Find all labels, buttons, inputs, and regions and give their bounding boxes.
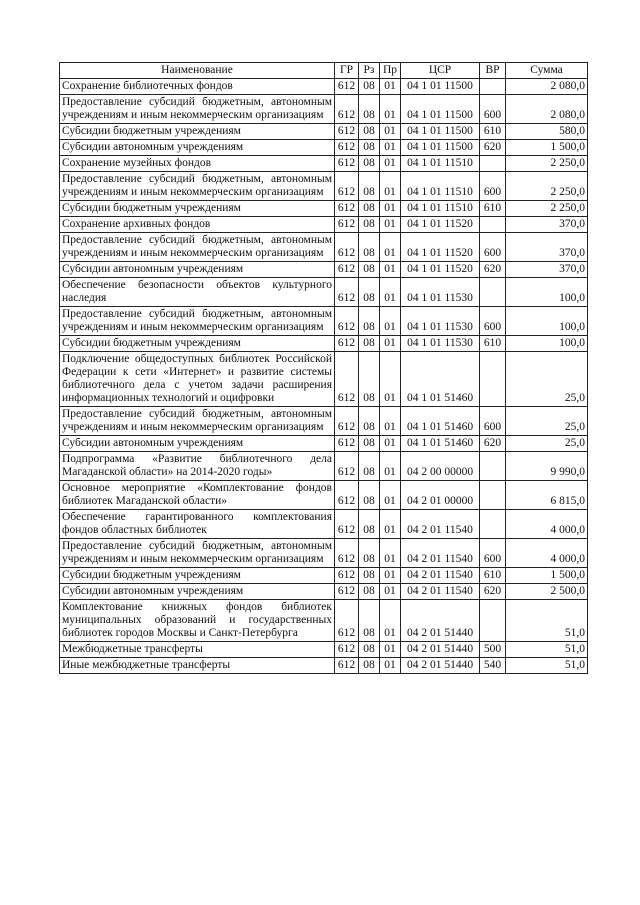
cell-csr: 04 1 01 51460 bbox=[401, 436, 480, 452]
cell-sum: 1 500,0 bbox=[506, 140, 588, 156]
cell-name: Подключение общедоступных библиотек Российской Федерации к сети «Интернет» и развитие системы библиотечного дела с учетом задачи расширения информационных технологий и оцифровки bbox=[60, 352, 335, 407]
table-row bbox=[60, 539, 588, 568]
cell-gr: 612 bbox=[335, 156, 359, 172]
cell-name: Субсидии бюджетным учреждениям bbox=[60, 336, 335, 352]
cell-csr: 04 1 01 11500 bbox=[401, 79, 480, 95]
cell-csr: 04 2 01 51440 bbox=[401, 658, 480, 674]
cell-pr: 01 bbox=[380, 140, 401, 156]
cell-name: Обеспечение безопасности объектов культурного наследия bbox=[60, 278, 335, 307]
cell-gr: 612 bbox=[335, 600, 359, 642]
cell-sum: 25,0 bbox=[506, 352, 588, 407]
cell-pr: 01 bbox=[380, 156, 401, 172]
cell-csr: 04 2 01 00000 bbox=[401, 481, 480, 510]
cell-rz: 08 bbox=[359, 658, 380, 674]
cell-pr: 01 bbox=[380, 307, 401, 336]
cell-pr: 01 bbox=[380, 95, 401, 124]
table-header-row bbox=[60, 63, 588, 79]
cell-rz: 08 bbox=[359, 201, 380, 217]
cell-vr bbox=[480, 352, 506, 407]
table-row bbox=[60, 124, 588, 140]
cell-gr: 612 bbox=[335, 217, 359, 233]
cell-sum: 25,0 bbox=[506, 436, 588, 452]
cell-name: Субсидии бюджетным учреждениям bbox=[60, 201, 335, 217]
cell-gr: 612 bbox=[335, 336, 359, 352]
cell-vr: 600 bbox=[480, 307, 506, 336]
cell-vr bbox=[480, 481, 506, 510]
table-row bbox=[60, 642, 588, 658]
cell-sum: 2 250,0 bbox=[506, 172, 588, 201]
cell-name: Предоставление субсидий бюджетным, автономным учреждениям и иным некоммерческим организациям bbox=[60, 233, 335, 262]
cell-gr: 612 bbox=[335, 510, 359, 539]
cell-pr: 01 bbox=[380, 658, 401, 674]
cell-rz: 08 bbox=[359, 95, 380, 124]
cell-vr bbox=[480, 156, 506, 172]
table-row bbox=[60, 568, 588, 584]
cell-csr: 04 2 01 11540 bbox=[401, 584, 480, 600]
cell-gr: 612 bbox=[335, 352, 359, 407]
cell-gr: 612 bbox=[335, 481, 359, 510]
cell-gr: 612 bbox=[335, 407, 359, 436]
cell-rz: 08 bbox=[359, 278, 380, 307]
cell-name: Обеспечение гарантированного комплектования фондов областных библиотек bbox=[60, 510, 335, 539]
cell-sum: 4 000,0 bbox=[506, 510, 588, 539]
cell-rz: 08 bbox=[359, 336, 380, 352]
cell-name: Сохранение архивных фондов bbox=[60, 217, 335, 233]
cell-rz: 08 bbox=[359, 481, 380, 510]
table-row bbox=[60, 278, 588, 307]
cell-vr: 600 bbox=[480, 233, 506, 262]
cell-vr: 600 bbox=[480, 407, 506, 436]
cell-rz: 08 bbox=[359, 172, 380, 201]
cell-name: Предоставление субсидий бюджетным, автономным учреждениям и иным некоммерческим организациям bbox=[60, 172, 335, 201]
cell-name: Сохранение музейных фондов bbox=[60, 156, 335, 172]
table-row bbox=[60, 452, 588, 481]
table-row bbox=[60, 584, 588, 600]
cell-gr: 612 bbox=[335, 233, 359, 262]
cell-rz: 08 bbox=[359, 233, 380, 262]
cell-csr: 04 2 01 11540 bbox=[401, 568, 480, 584]
cell-rz: 08 bbox=[359, 140, 380, 156]
table-body bbox=[60, 79, 588, 674]
cell-vr: 610 bbox=[480, 336, 506, 352]
cell-csr: 04 2 01 51440 bbox=[401, 642, 480, 658]
cell-name: Сохранение библиотечных фондов bbox=[60, 79, 335, 95]
cell-rz: 08 bbox=[359, 262, 380, 278]
cell-vr bbox=[480, 510, 506, 539]
table-row bbox=[60, 510, 588, 539]
cell-sum: 2 250,0 bbox=[506, 156, 588, 172]
cell-rz: 08 bbox=[359, 510, 380, 539]
cell-pr: 01 bbox=[380, 481, 401, 510]
cell-name: Комплектование книжных фондов библиотек муниципальных образований и государственных библиотек городов Москвы и Санкт-Петербурга bbox=[60, 600, 335, 642]
cell-vr bbox=[480, 79, 506, 95]
cell-sum: 25,0 bbox=[506, 407, 588, 436]
cell-sum: 370,0 bbox=[506, 262, 588, 278]
cell-sum: 2 080,0 bbox=[506, 95, 588, 124]
cell-vr: 610 bbox=[480, 568, 506, 584]
cell-sum: 2 500,0 bbox=[506, 584, 588, 600]
cell-pr: 01 bbox=[380, 352, 401, 407]
table-row bbox=[60, 172, 588, 201]
table-row bbox=[60, 336, 588, 352]
cell-name: Предоставление субсидий бюджетным, автономным учреждениям и иным некоммерческим организациям bbox=[60, 307, 335, 336]
cell-gr: 612 bbox=[335, 539, 359, 568]
column-header-csr: ЦСР bbox=[401, 63, 480, 79]
cell-csr: 04 1 01 51460 bbox=[401, 407, 480, 436]
cell-sum: 370,0 bbox=[506, 233, 588, 262]
cell-rz: 08 bbox=[359, 568, 380, 584]
cell-rz: 08 bbox=[359, 307, 380, 336]
cell-sum: 9 990,0 bbox=[506, 452, 588, 481]
cell-name: Предоставление субсидий бюджетным, автономным учреждениям и иным некоммерческим организациям bbox=[60, 95, 335, 124]
cell-rz: 08 bbox=[359, 452, 380, 481]
cell-sum: 370,0 bbox=[506, 217, 588, 233]
cell-rz: 08 bbox=[359, 124, 380, 140]
cell-gr: 612 bbox=[335, 452, 359, 481]
cell-rz: 08 bbox=[359, 600, 380, 642]
cell-sum: 4 000,0 bbox=[506, 539, 588, 568]
cell-gr: 612 bbox=[335, 278, 359, 307]
cell-pr: 01 bbox=[380, 539, 401, 568]
cell-vr: 540 bbox=[480, 658, 506, 674]
cell-gr: 612 bbox=[335, 79, 359, 95]
cell-sum: 2 250,0 bbox=[506, 201, 588, 217]
cell-vr bbox=[480, 278, 506, 307]
budget-table bbox=[59, 62, 588, 674]
cell-gr: 612 bbox=[335, 307, 359, 336]
table-row bbox=[60, 307, 588, 336]
cell-pr: 01 bbox=[380, 452, 401, 481]
cell-name: Предоставление субсидий бюджетным, автономным учреждениям и иным некоммерческим организациям bbox=[60, 407, 335, 436]
cell-pr: 01 bbox=[380, 278, 401, 307]
cell-sum: 51,0 bbox=[506, 642, 588, 658]
cell-pr: 01 bbox=[380, 262, 401, 278]
cell-gr: 612 bbox=[335, 201, 359, 217]
cell-vr: 620 bbox=[480, 140, 506, 156]
cell-vr: 620 bbox=[480, 584, 506, 600]
cell-sum: 51,0 bbox=[506, 658, 588, 674]
table-row bbox=[60, 156, 588, 172]
table-row bbox=[60, 436, 588, 452]
column-header-sum: Сумма bbox=[506, 63, 588, 79]
cell-gr: 612 bbox=[335, 124, 359, 140]
cell-gr: 612 bbox=[335, 642, 359, 658]
cell-csr: 04 1 01 11510 bbox=[401, 172, 480, 201]
table-row bbox=[60, 407, 588, 436]
cell-pr: 01 bbox=[380, 201, 401, 217]
cell-pr: 01 bbox=[380, 584, 401, 600]
cell-name: Иные межбюджетные трансферты bbox=[60, 658, 335, 674]
cell-pr: 01 bbox=[380, 217, 401, 233]
table-row bbox=[60, 79, 588, 95]
cell-name: Подпрограмма «Развитие библиотечного дела Магаданской области» на 2014-2020 годы» bbox=[60, 452, 335, 481]
cell-name: Субсидии автономным учреждениям bbox=[60, 140, 335, 156]
cell-pr: 01 bbox=[380, 568, 401, 584]
cell-pr: 01 bbox=[380, 436, 401, 452]
cell-vr bbox=[480, 600, 506, 642]
cell-csr: 04 1 01 11520 bbox=[401, 233, 480, 262]
cell-pr: 01 bbox=[380, 407, 401, 436]
table-row bbox=[60, 217, 588, 233]
cell-name: Субсидии автономным учреждениям bbox=[60, 436, 335, 452]
cell-csr: 04 2 00 00000 bbox=[401, 452, 480, 481]
column-header-vr: ВР bbox=[480, 63, 506, 79]
cell-csr: 04 1 01 11520 bbox=[401, 217, 480, 233]
cell-rz: 08 bbox=[359, 436, 380, 452]
table-row bbox=[60, 233, 588, 262]
cell-vr: 500 bbox=[480, 642, 506, 658]
cell-rz: 08 bbox=[359, 539, 380, 568]
cell-pr: 01 bbox=[380, 79, 401, 95]
cell-sum: 100,0 bbox=[506, 278, 588, 307]
cell-pr: 01 bbox=[380, 510, 401, 539]
cell-vr: 620 bbox=[480, 262, 506, 278]
table-row bbox=[60, 481, 588, 510]
cell-gr: 612 bbox=[335, 262, 359, 278]
cell-rz: 08 bbox=[359, 584, 380, 600]
cell-vr: 620 bbox=[480, 436, 506, 452]
cell-name: Субсидии автономным учреждениям bbox=[60, 262, 335, 278]
cell-pr: 01 bbox=[380, 600, 401, 642]
table-row bbox=[60, 658, 588, 674]
table-row bbox=[60, 201, 588, 217]
cell-name: Основное мероприятие «Комплектование фондов библиотек Магаданской области» bbox=[60, 481, 335, 510]
table-row bbox=[60, 352, 588, 407]
cell-sum: 2 080,0 bbox=[506, 79, 588, 95]
cell-gr: 612 bbox=[335, 658, 359, 674]
cell-sum: 6 815,0 bbox=[506, 481, 588, 510]
cell-csr: 04 1 01 11520 bbox=[401, 262, 480, 278]
cell-gr: 612 bbox=[335, 436, 359, 452]
table-row bbox=[60, 95, 588, 124]
cell-name: Субсидии бюджетным учреждениям bbox=[60, 124, 335, 140]
cell-csr: 04 1 01 11500 bbox=[401, 140, 480, 156]
cell-sum: 100,0 bbox=[506, 307, 588, 336]
cell-csr: 04 1 01 11510 bbox=[401, 156, 480, 172]
cell-csr: 04 2 01 11540 bbox=[401, 510, 480, 539]
cell-csr: 04 1 01 11530 bbox=[401, 307, 480, 336]
cell-csr: 04 2 01 51440 bbox=[401, 600, 480, 642]
cell-gr: 612 bbox=[335, 568, 359, 584]
cell-pr: 01 bbox=[380, 336, 401, 352]
cell-gr: 612 bbox=[335, 95, 359, 124]
cell-rz: 08 bbox=[359, 156, 380, 172]
cell-rz: 08 bbox=[359, 407, 380, 436]
cell-rz: 08 bbox=[359, 352, 380, 407]
cell-csr: 04 1 01 11530 bbox=[401, 278, 480, 307]
cell-pr: 01 bbox=[380, 642, 401, 658]
column-header-rz: Рз bbox=[359, 63, 380, 79]
cell-sum: 1 500,0 bbox=[506, 568, 588, 584]
cell-pr: 01 bbox=[380, 124, 401, 140]
cell-csr: 04 1 01 11510 bbox=[401, 201, 480, 217]
cell-csr: 04 1 01 11500 bbox=[401, 124, 480, 140]
cell-rz: 08 bbox=[359, 217, 380, 233]
document-page bbox=[59, 62, 587, 674]
cell-vr: 610 bbox=[480, 124, 506, 140]
cell-csr: 04 1 01 11530 bbox=[401, 336, 480, 352]
cell-csr: 04 1 01 11500 bbox=[401, 95, 480, 124]
cell-pr: 01 bbox=[380, 172, 401, 201]
cell-sum: 51,0 bbox=[506, 600, 588, 642]
table-row bbox=[60, 262, 588, 278]
cell-gr: 612 bbox=[335, 140, 359, 156]
cell-vr: 610 bbox=[480, 201, 506, 217]
cell-name: Субсидии бюджетным учреждениям bbox=[60, 568, 335, 584]
cell-rz: 08 bbox=[359, 642, 380, 658]
cell-vr: 600 bbox=[480, 539, 506, 568]
cell-vr bbox=[480, 452, 506, 481]
cell-csr: 04 2 01 11540 bbox=[401, 539, 480, 568]
cell-rz: 08 bbox=[359, 79, 380, 95]
table-row bbox=[60, 600, 588, 642]
cell-vr: 600 bbox=[480, 95, 506, 124]
table-row bbox=[60, 140, 588, 156]
cell-pr: 01 bbox=[380, 233, 401, 262]
column-header-gr: ГР bbox=[335, 63, 359, 79]
cell-sum: 100,0 bbox=[506, 336, 588, 352]
cell-vr: 600 bbox=[480, 172, 506, 201]
column-header-pr: Пр bbox=[380, 63, 401, 79]
cell-vr bbox=[480, 217, 506, 233]
cell-name: Межбюджетные трансферты bbox=[60, 642, 335, 658]
cell-sum: 580,0 bbox=[506, 124, 588, 140]
cell-gr: 612 bbox=[335, 584, 359, 600]
cell-name: Предоставление субсидий бюджетным, автономным учреждениям и иным некоммерческим организациям bbox=[60, 539, 335, 568]
cell-csr: 04 1 01 51460 bbox=[401, 352, 480, 407]
cell-gr: 612 bbox=[335, 172, 359, 201]
cell-name: Субсидии автономным учреждениям bbox=[60, 584, 335, 600]
column-header-name: Наименование bbox=[60, 63, 335, 79]
